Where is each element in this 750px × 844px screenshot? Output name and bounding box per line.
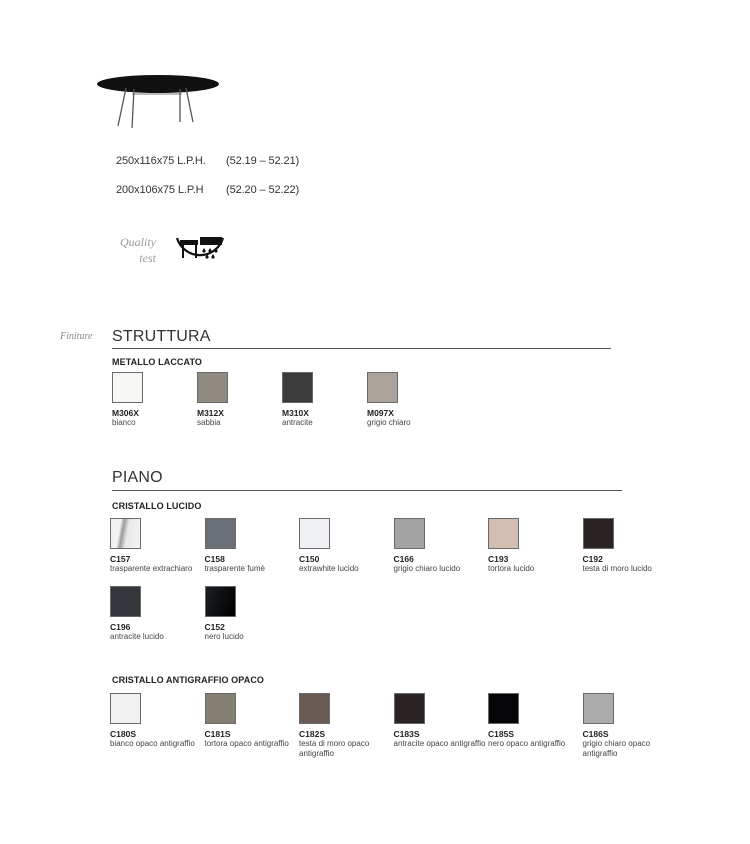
swatch-name: testa di moro lucido bbox=[582, 564, 652, 573]
swatch-code: M097X bbox=[367, 408, 394, 418]
swatch-name: nero lucido bbox=[204, 632, 244, 641]
color-swatch bbox=[583, 518, 614, 549]
swatch-item bbox=[205, 518, 297, 574]
color-swatch bbox=[110, 693, 141, 724]
table-illustration bbox=[96, 70, 220, 130]
dimension-row bbox=[116, 184, 300, 196]
swatch-item bbox=[583, 518, 675, 574]
dimension-code: (52.20 – 52.22) bbox=[226, 184, 300, 196]
swatch-code: C186S bbox=[582, 729, 609, 739]
swatch-name: bianco opaco antigraffio bbox=[110, 739, 195, 748]
quality-test-label bbox=[112, 234, 156, 266]
section-divider bbox=[112, 490, 622, 491]
quality-label-line1: Quality bbox=[120, 235, 156, 249]
group-title-cristallo-antigraffio-opaco: CRISTALLO ANTIGRAFFIO OPACO bbox=[112, 675, 265, 685]
swatch-code: C166 bbox=[393, 554, 414, 564]
dimension-code: (52.19 – 52.21) bbox=[226, 155, 300, 167]
swatch-code: C150 bbox=[299, 554, 320, 564]
swatch-item bbox=[110, 518, 202, 574]
swatch-item bbox=[197, 372, 289, 428]
swatch-name: nero opaco antigraffio bbox=[488, 739, 566, 748]
color-swatch bbox=[394, 693, 425, 724]
swatch-name: grigio chiaro bbox=[367, 418, 411, 427]
color-swatch bbox=[367, 372, 398, 403]
swatch-item bbox=[299, 518, 391, 574]
color-swatch bbox=[583, 693, 614, 724]
swatch-code: C152 bbox=[204, 622, 225, 632]
dimension-size: 200x106x75 L.P.H bbox=[116, 184, 204, 196]
swatch-code: C183S bbox=[393, 729, 420, 739]
swatch-code: C157 bbox=[110, 554, 131, 564]
swatch-item bbox=[583, 693, 675, 759]
color-swatch bbox=[205, 693, 236, 724]
section-divider bbox=[112, 348, 611, 349]
swatch-code: C180S bbox=[110, 729, 136, 739]
swatch-code: C158 bbox=[204, 554, 225, 564]
swatch-name: tortora opaco antigraffio bbox=[204, 739, 289, 748]
swatch-name: trasparente extrachiaro bbox=[110, 564, 193, 573]
swatch-item bbox=[282, 372, 374, 428]
color-swatch bbox=[488, 693, 519, 724]
section-title-struttura: STRUTTURA bbox=[112, 328, 211, 345]
swatch-name: antracite bbox=[282, 418, 313, 427]
swatch-code: M306X bbox=[112, 408, 139, 418]
swatch-item bbox=[110, 586, 202, 642]
swatch-item bbox=[488, 693, 580, 749]
swatch-code: C181S bbox=[204, 729, 231, 739]
group-title-cristallo-lucido: CRISTALLO LUCIDO bbox=[112, 501, 202, 511]
color-swatch bbox=[299, 693, 330, 724]
quality-test-icon bbox=[174, 234, 226, 266]
swatch-name: antracite lucido bbox=[110, 632, 164, 641]
color-swatch bbox=[197, 372, 228, 403]
swatch-name: trasparente fumè bbox=[204, 564, 265, 573]
swatch-item bbox=[394, 518, 486, 574]
color-swatch bbox=[299, 518, 330, 549]
color-swatch bbox=[394, 518, 425, 549]
swatch-item bbox=[299, 693, 391, 759]
color-swatch bbox=[282, 372, 313, 403]
swatch-code: C196 bbox=[110, 622, 131, 632]
swatch-code: C193 bbox=[488, 554, 509, 564]
color-swatch bbox=[110, 518, 141, 549]
color-swatch bbox=[112, 372, 143, 403]
dimension-size: 250x116x75 L.P.H. bbox=[116, 155, 206, 167]
swatch-code: C192 bbox=[582, 554, 603, 564]
swatch-name: extrawhite lucido bbox=[299, 564, 359, 573]
color-swatch bbox=[110, 586, 141, 617]
swatch-name: testa di moro opaco antigraffio bbox=[299, 739, 370, 758]
swatch-item bbox=[112, 372, 204, 428]
swatch-name: grigio chiaro opaco antigraffio bbox=[582, 739, 651, 758]
swatch-item bbox=[205, 693, 297, 749]
swatch-item bbox=[367, 372, 459, 428]
swatch-name: tortora lucido bbox=[488, 564, 535, 573]
swatch-name: grigio chiaro lucido bbox=[393, 564, 461, 573]
group-title-metallo-laccato: METALLO LACCATO bbox=[112, 357, 202, 367]
quality-label-line2: test bbox=[139, 251, 156, 265]
swatch-code: C182S bbox=[299, 729, 325, 739]
swatch-item bbox=[394, 693, 486, 749]
swatch-item bbox=[205, 586, 297, 642]
color-swatch bbox=[488, 518, 519, 549]
finiture-label: Finiture bbox=[60, 331, 93, 342]
color-swatch bbox=[205, 586, 236, 617]
swatch-name: sabbia bbox=[197, 418, 221, 427]
swatch-code: M310X bbox=[282, 408, 309, 418]
swatch-code: M312X bbox=[197, 408, 224, 418]
color-swatch bbox=[205, 518, 236, 549]
dimension-row bbox=[116, 155, 300, 167]
swatch-name: antracite opaco antigraffio bbox=[393, 739, 486, 748]
section-title-piano: PIANO bbox=[112, 469, 163, 486]
swatch-name: bianco bbox=[112, 418, 136, 427]
swatch-item bbox=[110, 693, 202, 749]
swatch-item bbox=[488, 518, 580, 574]
swatch-code: C185S bbox=[488, 729, 514, 739]
